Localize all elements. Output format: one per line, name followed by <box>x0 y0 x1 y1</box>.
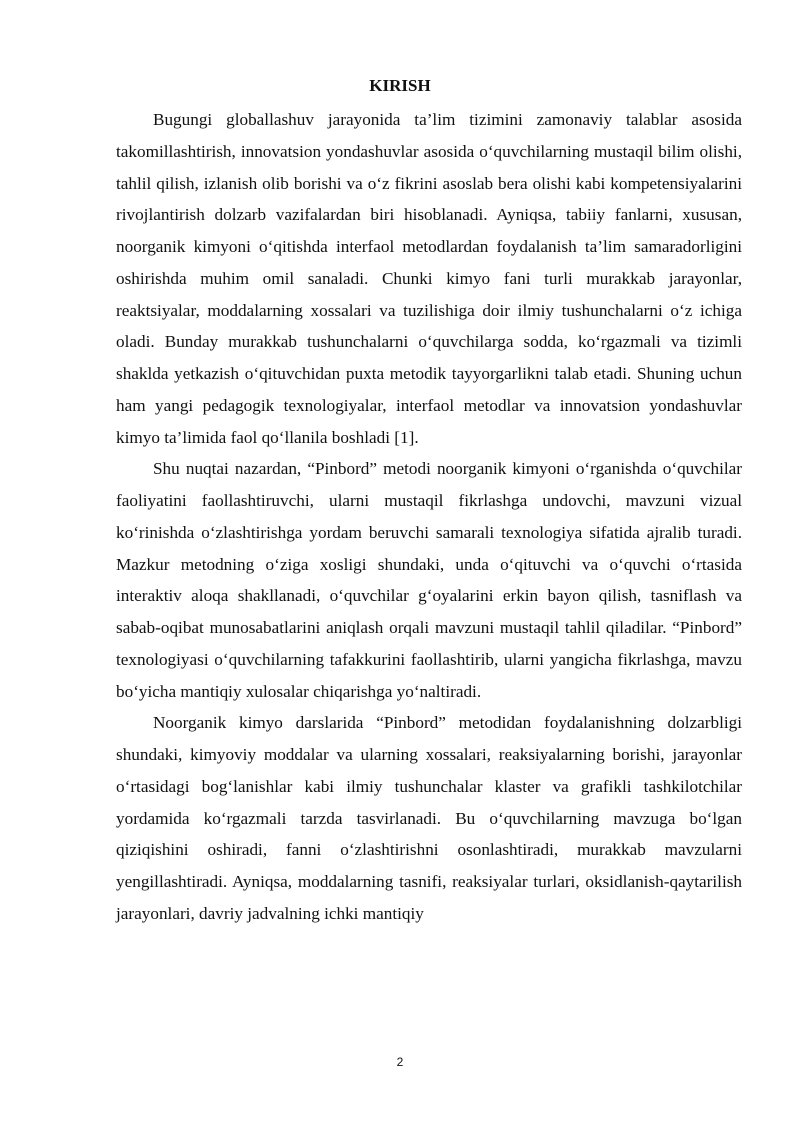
section-heading: KIRISH <box>369 76 431 95</box>
paragraph-2: Shu nuqtai nazardan, “Pinbord” metodi noorganik kimyoni o‘rganishda o‘quvchilar faoliyatini faollashtiruvchi, ularni mustaqil fikrlashga undovchi, mavzuni vizual ko‘rinishda o‘zlashtirishga yordam beruvchi samarali texnologiya sifatida ajralib turadi. Mazkur metodning o‘ziga xosligi shundaki, unda o‘qituvchi va o‘quvchi o‘rtasida interaktiv aloqa shakllanadi, o‘quvchilar g‘oyalarini erkin bayon qilish, tasniflash va sabab-oqibat munosabatlarini aniqlash orqali mavzuni mustaqil tahlil qiladilar. “Pinbord” texnologiyasi o‘quvchilarning tafakkurini faollashtirib, ularni yangicha fikrlashga, mavzu bo‘yicha mantiqiy xulosalar chiqarishga yo‘naltiradi. <box>116 459 742 701</box>
paragraph-3: Noorganik kimyo darslarida “Pinbord” metodidan foydalanishning dolzarbligi shundaki, kimyoviy moddalar va ularning xossalari, reaksiyalarning borishi, jarayonlar o‘rtasidagi bog‘lanishlar kabi ilmiy tushunchalar klaster va grafikli tashkilotchilar yordamida ko‘rgazmali tarzda tasvirlanadi. Bu o‘quvchilarning mavzuga bo‘lgan qiziqishini oshiradi, fanni o‘zlashtirishni osonlashtiradi, murakkab mavzularni yengillashtiradi. Ayniqsa, moddalarning tasnifi, reaksiyalar turlari, oksidlanish-qaytarilish jarayonlari, davriy jadvalning ichki mantiqiy <box>116 713 742 923</box>
body-text <box>116 104 742 930</box>
page-number: 2 <box>396 1055 404 1069</box>
paragraph-1: Bugungi globallashuv jarayonida ta’lim tizimini zamonaviy talablar asosida takomillashtirish, innovatsion yondashuvlar asosida o‘quvchilarning mustaqil bilim olishi, tahlil qilish, izlanish olib borishi va o‘z fikrini asoslab bera olishi kabi kompetensiyalarini rivojlantirish dolzarb vazifalardan biri hisoblanadi. Ayniqsa, tabiiy fanlarni, xususan, noorganik kimyoni o‘qitishda interfaol metodlardan foydalanish ta’lim samaradorligini oshirishda muhim omil sanaladi. Chunki kimyo fani turli murakkab jarayonlar, reaktsiyalar, moddalarning xossalari va tuzilishiga doir ilmiy tushunchalarni o‘z ichiga oladi. Bunday murakkab tushunchalarni o‘quvchilarga sodda, ko‘rgazmali va tizimli shaklda yetkazish o‘qituvchidan puxta metodik tayyorgarlikni talab etadi. Shuning uchun ham yangi pedagogik texnologiyalar, interfaol metodlar va innovatsion yondashuvlar kimyo ta’limida faol qo‘llanila boshladi [1]. <box>116 110 742 447</box>
